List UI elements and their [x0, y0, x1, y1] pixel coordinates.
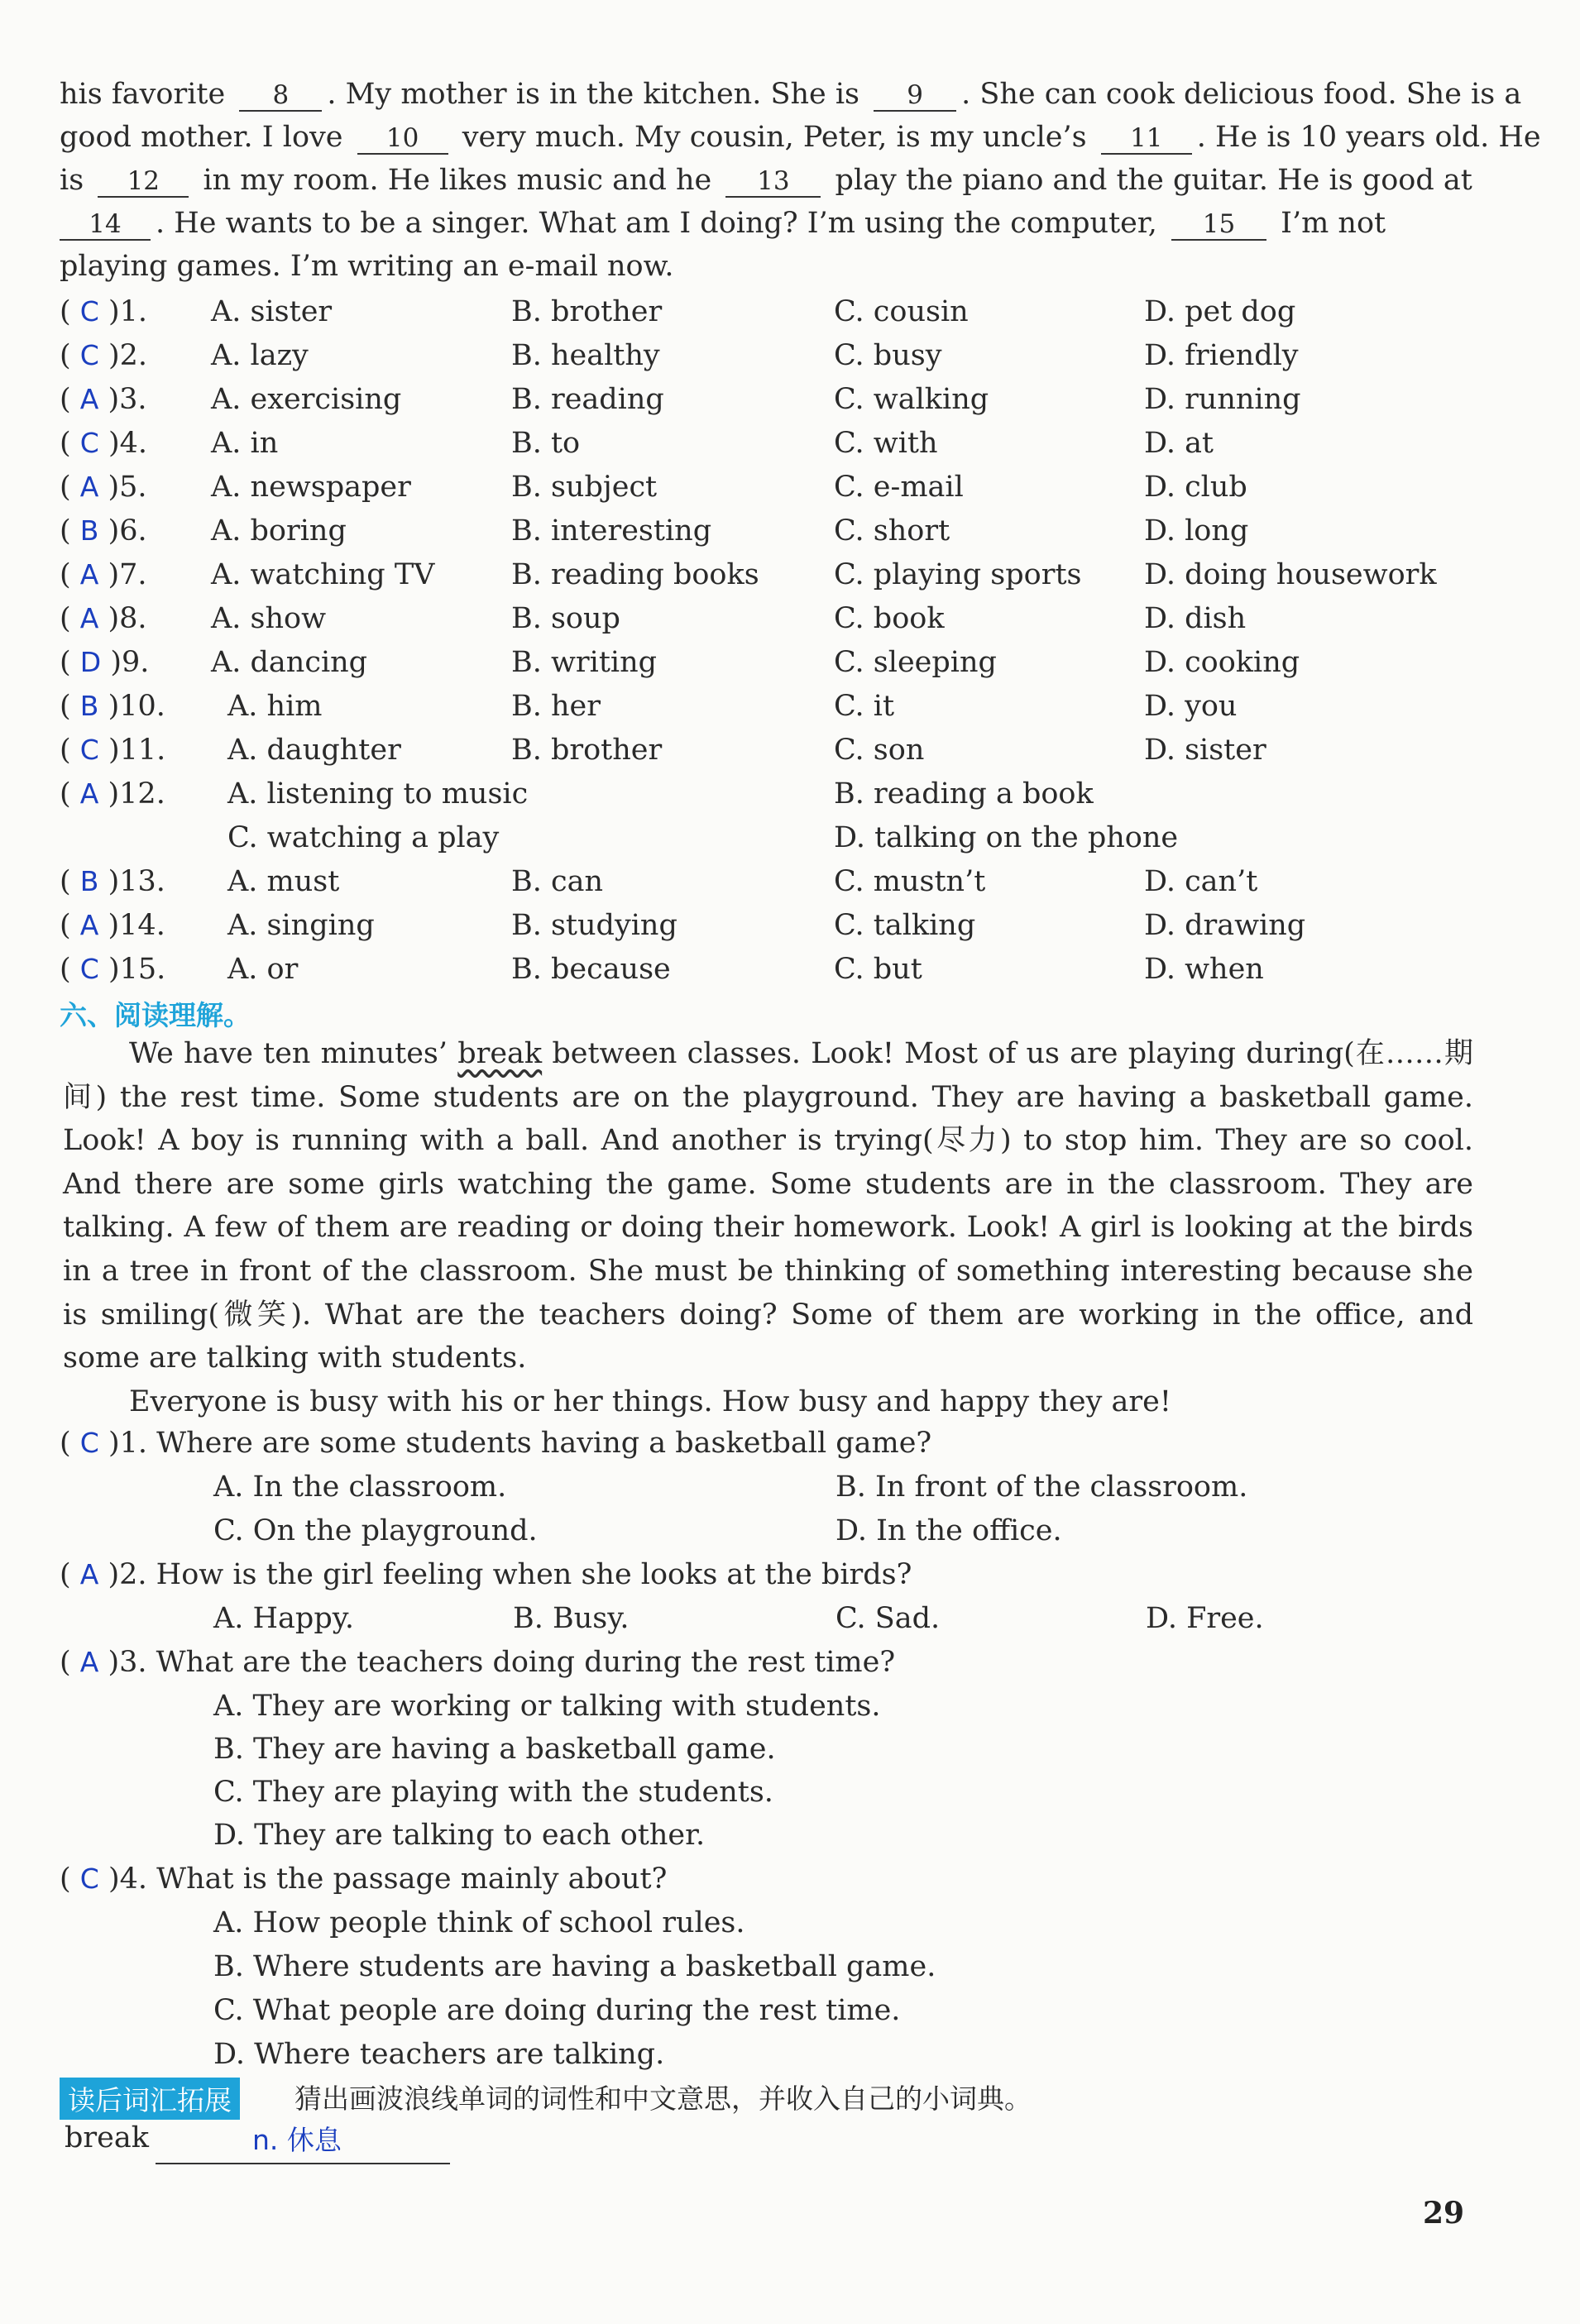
option-b: B. to [511, 427, 581, 460]
cloze-row: ( A )14. [60, 909, 165, 942]
option-a: A. singing [227, 909, 375, 942]
option-b: B. In front of the classroom. [835, 1470, 1248, 1504]
answer-letter: C [79, 295, 99, 328]
option-c: C. watching a play [227, 821, 500, 854]
answer-letter: C [79, 734, 99, 766]
answer-letter: A [79, 777, 99, 810]
cloze-row: ( B )10. [60, 690, 165, 723]
reading-question-4: ( C )4. What is the passage mainly about? [60, 1863, 668, 1896]
option-c: C. talking [834, 909, 976, 942]
reading-question-1: ( C )1. Where are some students having a basketball game? [60, 1427, 932, 1460]
option-b: B. reading a book [834, 777, 1094, 811]
blank-8: 8 [239, 80, 322, 112]
option-c: C. mustn’t [834, 865, 986, 898]
wavy-word: break [457, 1037, 543, 1070]
question-number: )7. [108, 558, 147, 591]
text: . My mother is in the kitchen. She is [327, 78, 859, 111]
option-d: D. talking on the phone [834, 821, 1179, 854]
option-d: D. Free. [1146, 1602, 1264, 1635]
paragraph-1 [63, 1032, 1473, 1380]
option-d: D. In the office. [835, 1514, 1062, 1547]
cloze-row: ( A )5. [60, 471, 147, 504]
answer-letter: A [79, 602, 99, 634]
option-c: C. son [834, 734, 925, 767]
text: . He is 10 years old. He [1196, 121, 1541, 154]
option-b: B. writing [511, 646, 658, 679]
question-number: )4. [108, 427, 148, 460]
answer-letter: B [79, 865, 99, 897]
question-number: )11. [108, 734, 166, 767]
passage-line-2 [60, 116, 1541, 159]
option-a: A. watching TV [211, 558, 435, 591]
question-number: )10. [108, 690, 165, 723]
answer-line [156, 2163, 450, 2164]
answer-letter: A [79, 558, 99, 591]
answer-letter: C [79, 339, 99, 371]
question-number: )5. [108, 471, 147, 504]
option-c: C. short [834, 514, 950, 548]
option-b: B. subject [511, 471, 658, 504]
option-a: A. In the classroom. [213, 1470, 507, 1504]
option-c: C. sleeping [834, 646, 997, 679]
answer-letter: C [79, 1863, 99, 1895]
cloze-row: ( A )8. [60, 602, 147, 635]
option-a: A. or [227, 953, 299, 986]
answer-letter: C [79, 427, 99, 459]
option-d: D. friendly [1144, 339, 1299, 372]
vocab-word: break [65, 2121, 149, 2154]
option-c: C. it [834, 690, 895, 723]
question-stem: )1. Where are some students having a basketball game? [108, 1427, 932, 1460]
option-d: D. sister [1144, 734, 1266, 767]
option-a: A. daughter [227, 734, 401, 767]
option-a: A. sister [211, 295, 333, 328]
question-stem: )4. What is the passage mainly about? [108, 1863, 668, 1896]
option-c: C. e-mail [834, 471, 964, 504]
option-c: C. cousin [834, 295, 969, 328]
answer-letter: A [79, 471, 99, 503]
option-a: A. show [211, 602, 327, 635]
reading-question-3: ( A )3. What are the teachers doing during the rest time? [60, 1646, 896, 1679]
question-number: )13. [108, 865, 165, 898]
option-d: D. pet dog [1144, 295, 1296, 328]
question-number: )2. [108, 339, 148, 372]
option-b: B. reading [511, 383, 664, 416]
option-d: D. drawing [1144, 909, 1306, 942]
answer-letter: B [79, 690, 99, 722]
cloze-row: ( B )6. [60, 514, 147, 548]
option-c: C. They are playing with the students. [213, 1776, 773, 1809]
option-a: A. Happy. [213, 1602, 354, 1635]
answer-letter: A [79, 383, 99, 415]
option-c: C. Sad. [835, 1602, 941, 1635]
option-d: D. cooking [1144, 646, 1300, 679]
option-d: D. They are talking to each other. [213, 1819, 706, 1852]
option-c: C. busy [834, 339, 942, 372]
option-a: A. newspaper [211, 471, 411, 504]
text: in my room. He likes music and he [203, 164, 712, 197]
passage-line-4 [60, 202, 1466, 245]
passage-line-3 [60, 159, 1472, 202]
option-b: B. interesting [511, 514, 712, 548]
option-a: A. dancing [211, 646, 368, 679]
option-d: D. Where teachers are talking. [213, 2038, 665, 2071]
answer-letter: C [79, 1427, 99, 1459]
option-b: B. healthy [511, 339, 660, 372]
option-b: B. They are having a basketball game. [213, 1733, 776, 1766]
blank-10: 10 [357, 123, 448, 155]
cloze-row: ( C )1. [60, 295, 148, 328]
vocab-answer: n. 休息 [252, 2124, 342, 2156]
reading-question-2: ( A )2. How is the girl feeling when she looks at the birds? [60, 1558, 912, 1591]
text: between classes. Look! Most of us are playing during(在……期间) the rest time. Some students are on the playground. They are having a basketball game. Look! A boy is running with a ball. And another is trying(尽力) to stop him. They are so cool. And there are some girls watching the game. Some students are in the classroom. They are talking. A few of them are reading or doing their homework. Look! A girl is looking at the birds in a tree in front of the classroom. She must be thinking of something interesting because she is smiling(微笑). What are the teachers doing? Some of them are working in the office, and some are talking with students. [63, 1037, 1473, 1375]
option-a: A. him [227, 690, 323, 723]
option-d: D. doing housework [1144, 558, 1437, 591]
option-b: B. studying [511, 909, 677, 942]
paragraph-2: Everyone is busy with his or her things. How busy and happy they are! [129, 1384, 1171, 1418]
option-d: D. club [1144, 471, 1247, 504]
option-d: D. when [1144, 953, 1264, 986]
option-c: C. walking [834, 383, 989, 416]
cloze-row: ( C )11. [60, 734, 166, 767]
answer-letter: A [79, 1558, 99, 1590]
passage-line-1 [60, 73, 1522, 116]
cloze-row: ( A )7. [60, 558, 147, 591]
option-d: D. dish [1144, 602, 1247, 635]
option-c: C. On the playground. [213, 1514, 538, 1547]
option-a: A. listening to music [227, 777, 529, 811]
blank-15: 15 [1171, 209, 1266, 241]
option-b: B. because [511, 953, 671, 986]
option-c: C. What people are doing during the rest time. [213, 1994, 901, 2027]
answer-letter: B [79, 514, 99, 547]
page-number: 29 [1423, 2196, 1465, 2231]
question-number: )8. [108, 602, 147, 635]
reading-passage [63, 1032, 1473, 1423]
option-d: D. you [1144, 690, 1238, 723]
text: I’m not [1281, 207, 1386, 240]
option-a: A. in [211, 427, 279, 460]
option-a: A. must [227, 865, 340, 898]
cloze-row: ( A )12. [60, 777, 165, 811]
vocab-badge: 读后词汇拓展 [60, 2078, 240, 2120]
passage-line-5: playing games. I’m writing an e-mail now. [60, 250, 674, 283]
option-d: D. long [1144, 514, 1249, 548]
option-a: A. boring [211, 514, 347, 548]
question-number: )3. [108, 383, 147, 416]
option-b: B. her [511, 690, 601, 723]
answer-letter: A [79, 1646, 99, 1678]
section-title: 六、阅读理解。 [60, 999, 251, 1031]
option-c: C. book [834, 602, 945, 635]
option-c: C. but [834, 953, 922, 986]
question-number: )14. [108, 909, 165, 942]
text: . She can cook delicious food. She is a [961, 78, 1522, 111]
option-a: A. exercising [211, 383, 402, 416]
option-a: A. They are working or talking with students. [213, 1690, 881, 1723]
question-number: )15. [108, 953, 166, 986]
option-c: C. with [834, 427, 938, 460]
question-number: )9. [110, 646, 150, 679]
blank-9: 9 [874, 80, 956, 112]
option-b: B. can [511, 865, 603, 898]
cloze-row: ( C )15. [60, 953, 166, 986]
option-c: C. playing sports [834, 558, 1082, 591]
text: his favorite [60, 78, 226, 111]
question-number: )1. [108, 295, 148, 328]
blank-11: 11 [1101, 123, 1192, 155]
text: good mother. I love [60, 121, 343, 154]
cloze-row: ( C )4. [60, 427, 148, 460]
text: play the piano and the guitar. He is good at [835, 164, 1472, 197]
option-b: B. brother [511, 295, 663, 328]
text: . He wants to be a singer. What am I doing? I’m using the computer, [156, 207, 1157, 240]
cloze-row: ( B )13. [60, 865, 165, 898]
option-b: B. Where students are having a basketball game. [213, 1950, 936, 1983]
answer-letter: C [79, 953, 99, 985]
answer-letter: D [79, 646, 102, 678]
cloze-row: ( A )3. [60, 383, 147, 416]
cloze-row: ( C )2. [60, 339, 148, 372]
cloze-row: ( D )9. [60, 646, 150, 679]
option-b: B. brother [511, 734, 663, 767]
blank-13: 13 [725, 166, 821, 198]
option-d: D. can’t [1144, 865, 1258, 898]
question-number: )12. [108, 777, 165, 811]
option-b: B. Busy. [513, 1602, 630, 1635]
text: We have ten minutes’ [129, 1037, 458, 1070]
question-stem: )3. What are the teachers doing during the rest time? [108, 1646, 896, 1679]
text: very much. My cousin, Peter, is my uncle’s [462, 121, 1087, 154]
text: is [60, 164, 84, 197]
option-d: D. running [1144, 383, 1301, 416]
option-b: B. soup [511, 602, 620, 635]
option-a: A. lazy [211, 339, 309, 372]
option-b: B. reading books [511, 558, 759, 591]
vocab-instruction: 猜出画波浪线单词的词性和中文意思，并收入自己的小词典。 [294, 2083, 1032, 2115]
question-number: )6. [108, 514, 147, 548]
option-d: D. at [1144, 427, 1214, 460]
blank-14: 14 [60, 209, 151, 241]
blank-12: 12 [98, 166, 189, 198]
question-stem: )2. How is the girl feeling when she looks at the birds? [108, 1558, 912, 1591]
answer-letter: A [79, 909, 99, 941]
option-a: A. How people think of school rules. [213, 1906, 745, 1939]
